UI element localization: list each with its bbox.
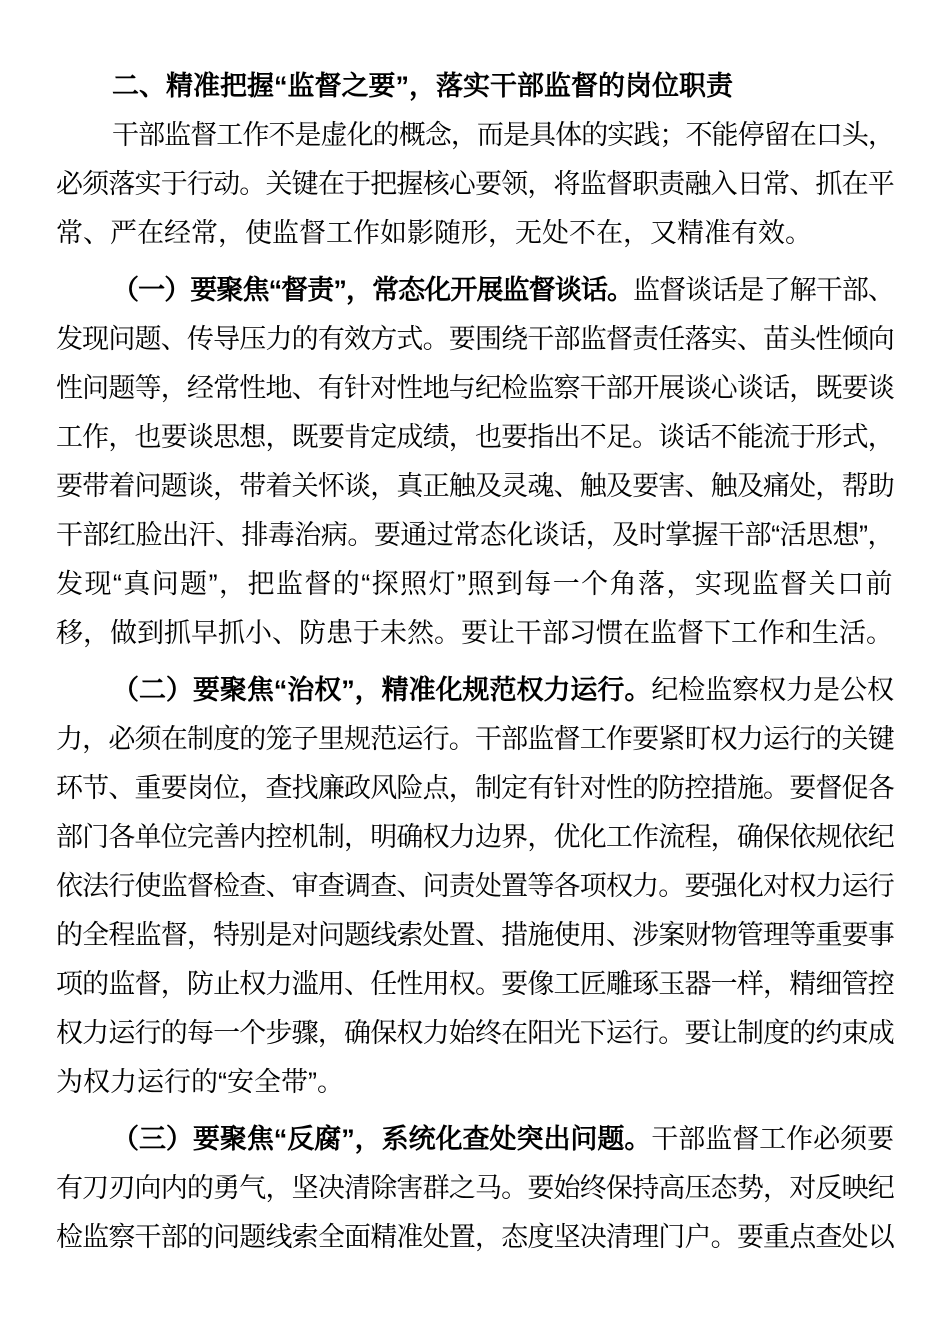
- text-line: [56, 715, 894, 764]
- body-text: 性问题等，经常性地、有针对性地与纪检监察干部开展谈心谈话，既要谈: [56, 373, 894, 403]
- text-line: [56, 1164, 894, 1213]
- body-text: 有刀刃向内的勇气，坚决清除害群之马。要始终保持高压态势，对反映纪: [56, 1173, 894, 1203]
- line-text: [112, 275, 894, 305]
- body-text: 要带着问题谈，带着关怀谈，真正触及灵魂、触及要害、触及痛处，帮助: [56, 471, 894, 501]
- line-text: [56, 1018, 894, 1048]
- text-line: [56, 862, 894, 911]
- body-text: 工作，也要谈思想，既要肯定成绩，也要指出不足。谈话不能流于形式，: [56, 422, 894, 452]
- line-text: [56, 618, 893, 648]
- body-text: 检监察干部的问题线索全面精准处置，态度坚决清理门户。要重点查处以: [56, 1222, 894, 1252]
- line-text: [56, 822, 894, 852]
- body-text: 为权力运行的“安全带”。: [56, 1067, 344, 1097]
- text-line: [56, 666, 894, 715]
- line-text: [56, 1222, 894, 1252]
- text-line: [56, 160, 894, 209]
- text-line: [56, 1213, 894, 1262]
- text-line: [56, 209, 894, 258]
- line-text: [56, 773, 894, 803]
- text-line: [56, 560, 894, 609]
- section-1-paragraph: [56, 266, 894, 658]
- section-3-paragraph: [56, 1115, 894, 1262]
- bold-text: （三）要聚焦“反腐”，系统化查处突出问题。: [112, 1124, 652, 1154]
- body-text: 干部红脸出汗、排毒治病。要通过常态化谈话，及时掌握干部“活思想”，: [56, 520, 894, 550]
- body-text: 监督谈话是了解干部、: [633, 275, 895, 305]
- line-text: [56, 920, 894, 950]
- line-text: [56, 169, 894, 199]
- body-text: 纪检监察权力是公权: [651, 675, 895, 705]
- section-heading: [56, 62, 894, 111]
- line-text: [56, 969, 894, 999]
- text-line: [56, 111, 894, 160]
- text-line: [56, 1115, 894, 1164]
- text-line: [56, 364, 894, 413]
- bold-text: 二、精准把握“监督之要”，落实干部监督的岗位职责: [112, 71, 733, 101]
- text-line: [56, 413, 894, 462]
- body-text: 的全程监督，特别是对问题线索处置、措施使用、涉案财物管理等重要事: [56, 920, 894, 950]
- line-text: [56, 724, 894, 754]
- line-text: [56, 422, 894, 452]
- line-text: [56, 324, 894, 354]
- body-text: 环节、重要岗位，查找廉政风险点，制定有针对性的防控措施。要督促各: [56, 773, 894, 803]
- intro-paragraph: [56, 111, 894, 258]
- text-line: [56, 609, 894, 658]
- line-text: [56, 1173, 894, 1203]
- body-text: 部门各单位完善内控机制，明确权力边界，优化工作流程，确保依规依纪: [56, 822, 894, 852]
- text-line: [56, 1009, 894, 1058]
- text-line: [56, 462, 894, 511]
- text-line: [56, 813, 894, 862]
- line-text: [112, 1124, 894, 1154]
- line-text: [56, 471, 894, 501]
- body-text: 移，做到抓早抓小、防患于未然。要让干部习惯在监督下工作和生活。: [56, 618, 893, 648]
- text-line: [56, 511, 894, 560]
- line-text: [56, 520, 894, 550]
- text-line: [56, 315, 894, 364]
- line-text: [56, 569, 894, 599]
- line-text: [56, 218, 812, 248]
- line-text: [112, 71, 733, 101]
- body-text: 力，必须在制度的笼子里规范运行。干部监督工作要紧盯权力运行的关键: [56, 724, 894, 754]
- body-text: 发现“真问题”，把监督的“探照灯”照到每一个角落，实现监督关口前: [56, 569, 894, 599]
- text-line: [56, 266, 894, 315]
- bold-text: （二）要聚焦“治权”，精准化规范权力运行。: [112, 675, 652, 705]
- body-text: 权力运行的每一个步骤，确保权力始终在阳光下运行。要让制度的约束成: [56, 1018, 894, 1048]
- line-text: [112, 120, 894, 150]
- line-text: [112, 675, 894, 705]
- body-text: 必须落实于行动。关键在于把握核心要领，将监督职责融入日常、抓在平: [56, 169, 894, 199]
- body-text: 项的监督，防止权力滥用、任性用权。要像工匠雕琢玉器一样，精细管控: [56, 969, 894, 999]
- body-text: 发现问题、传导压力的有效方式。要围绕干部监督责任落实、苗头性倾向: [56, 324, 894, 354]
- text-line: [56, 1058, 894, 1107]
- body-text: 常、严在经常，使监督工作如影随形，无处不在，又精准有效。: [56, 218, 812, 248]
- text-line: [56, 62, 894, 111]
- text-line: [56, 960, 894, 1009]
- body-text: 干部监督工作必须要: [651, 1124, 895, 1154]
- section-2-paragraph: [56, 666, 894, 1107]
- line-text: [56, 1067, 344, 1097]
- line-text: [56, 871, 894, 901]
- text-line: [56, 911, 894, 960]
- text-line: [56, 764, 894, 813]
- body-text: 依法行使监督检查、审查调查、问责处置等各项权力。要强化对权力运行: [56, 871, 894, 901]
- bold-text: （一）要聚焦“督责”，常态化开展监督谈话。: [112, 275, 634, 305]
- body-text: 干部监督工作不是虚化的概念，而是具体的实践；不能停留在口头，: [112, 120, 895, 150]
- line-text: [56, 373, 894, 403]
